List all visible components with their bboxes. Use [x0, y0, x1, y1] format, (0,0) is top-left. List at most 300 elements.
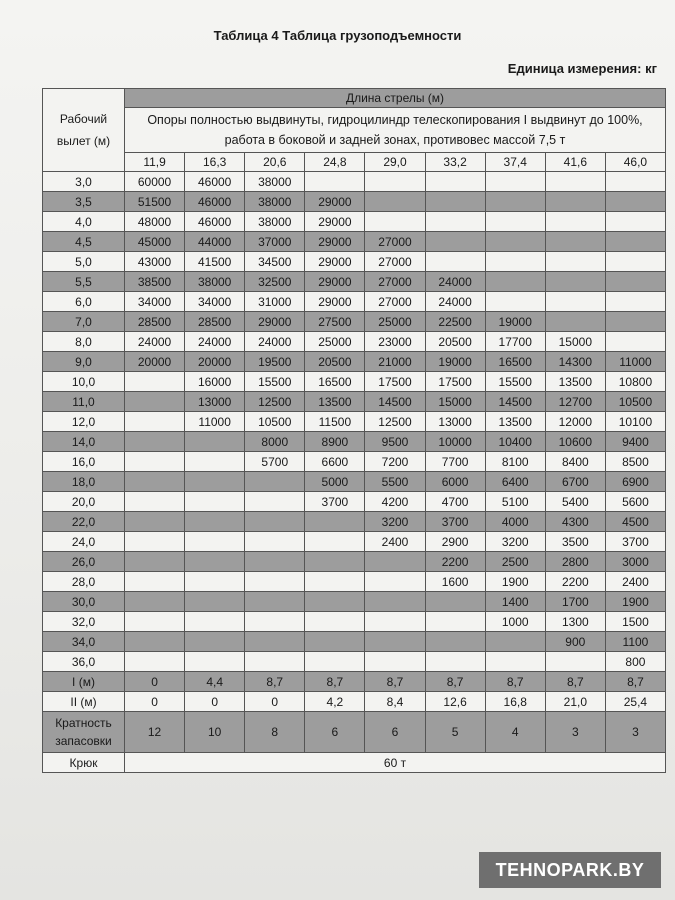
capacity-cell — [125, 572, 185, 592]
capacity-cell: 10600 — [545, 432, 605, 452]
capacity-cell: 5000 — [305, 472, 365, 492]
capacity-cell: 29000 — [305, 252, 365, 272]
capacity-cell: 15500 — [245, 372, 305, 392]
capacity-cell — [125, 432, 185, 452]
capacity-cell: 23000 — [365, 332, 425, 352]
capacity-cell: 27500 — [305, 312, 365, 332]
capacity-cell: 10500 — [245, 412, 305, 432]
capacity-cell: 10100 — [605, 412, 665, 432]
capacity-cell — [365, 172, 425, 192]
capacity-cell: 4200 — [365, 492, 425, 512]
capacity-cell: 46000 — [185, 192, 245, 212]
capacity-cell: 28500 — [125, 312, 185, 332]
telescope-ii-row-cell: 8,4 — [365, 692, 425, 712]
radius-cell: 4,0 — [43, 212, 125, 232]
boom-length-cell: 16,3 — [185, 153, 245, 172]
capacity-cell: 38500 — [125, 272, 185, 292]
capacity-cell — [125, 452, 185, 472]
radius-cell: 16,0 — [43, 452, 125, 472]
capacity-cell — [185, 492, 245, 512]
capacity-cell — [425, 652, 485, 672]
capacity-cell — [365, 612, 425, 632]
telescope-i-row-cell: 8,7 — [365, 672, 425, 692]
capacity-cell — [545, 232, 605, 252]
capacity-cell: 25000 — [365, 312, 425, 332]
reeving-row-cell: 4 — [485, 712, 545, 753]
capacity-cell — [425, 612, 485, 632]
radius-cell: 9,0 — [43, 352, 125, 372]
capacity-cell: 11000 — [605, 352, 665, 372]
radius-cell: 5,5 — [43, 272, 125, 292]
capacity-cell: 12500 — [365, 412, 425, 432]
capacity-cell: 41500 — [185, 252, 245, 272]
capacity-cell: 8500 — [605, 452, 665, 472]
capacity-cell — [185, 532, 245, 552]
capacity-cell — [125, 372, 185, 392]
watermark-logo: TEHNOPARK.BY — [479, 852, 661, 888]
capacity-cell — [365, 632, 425, 652]
capacity-cell: 44000 — [185, 232, 245, 252]
telescope-ii-row-cell: 12,6 — [425, 692, 485, 712]
boom-length-cell: 33,2 — [425, 153, 485, 172]
capacity-cell: 13000 — [185, 392, 245, 412]
capacity-cell — [125, 412, 185, 432]
telescope-i-row-cell: 0 — [125, 672, 185, 692]
capacity-cell: 10800 — [605, 372, 665, 392]
telescope-ii-row — [43, 692, 666, 712]
capacity-cell — [305, 652, 365, 672]
capacity-cell: 2400 — [605, 572, 665, 592]
capacity-cell: 29000 — [305, 272, 365, 292]
radius-cell: 12,0 — [43, 412, 125, 432]
capacity-cell: 14500 — [365, 392, 425, 412]
telescope-ii-row-cell: 16,8 — [485, 692, 545, 712]
radius-cell: 32,0 — [43, 612, 125, 632]
capacity-cell — [605, 212, 665, 232]
capacity-cell — [305, 592, 365, 612]
capacity-cell: 34500 — [245, 252, 305, 272]
capacity-cell — [185, 452, 245, 472]
table-row — [43, 212, 666, 232]
capacity-cell: 2400 — [365, 532, 425, 552]
capacity-cell: 2800 — [545, 552, 605, 572]
capacity-cell — [425, 632, 485, 652]
table-row — [43, 512, 666, 532]
radius-cell: 3,5 — [43, 192, 125, 212]
capacity-cell: 4500 — [605, 512, 665, 532]
capacity-cell: 4300 — [545, 512, 605, 532]
capacity-cell — [125, 652, 185, 672]
radius-cell: 10,0 — [43, 372, 125, 392]
capacity-cell — [545, 212, 605, 232]
table-row — [43, 592, 666, 612]
capacity-cell — [245, 632, 305, 652]
capacity-cell: 38000 — [245, 212, 305, 232]
telescope-i-row-cell: 8,7 — [425, 672, 485, 692]
capacity-cell: 5700 — [245, 452, 305, 472]
capacity-cell: 12700 — [545, 392, 605, 412]
table-row — [43, 652, 666, 672]
capacity-cell: 29000 — [305, 212, 365, 232]
capacity-cell — [485, 172, 545, 192]
capacity-cell: 20500 — [425, 332, 485, 352]
radius-cell: 5,0 — [43, 252, 125, 272]
capacity-cell: 15000 — [545, 332, 605, 352]
capacity-cell — [425, 252, 485, 272]
capacity-cell — [485, 232, 545, 252]
capacity-cell: 19000 — [485, 312, 545, 332]
capacity-cell — [605, 252, 665, 272]
boom-length-header: Длина стрелы (м) — [125, 89, 666, 108]
capacity-cell — [125, 552, 185, 572]
capacity-cell: 6700 — [545, 472, 605, 492]
capacity-cell: 9400 — [605, 432, 665, 452]
capacity-cell — [425, 232, 485, 252]
capacity-cell: 27000 — [365, 292, 425, 312]
capacity-cell: 34000 — [185, 292, 245, 312]
telescope-i-row-cell: 8,7 — [605, 672, 665, 692]
capacity-cell — [605, 312, 665, 332]
radius-cell: 28,0 — [43, 572, 125, 592]
capacity-cell: 60000 — [125, 172, 185, 192]
capacity-cell — [605, 292, 665, 312]
reeving-row-cell: 3 — [545, 712, 605, 753]
boom-length-cell: 20,6 — [245, 153, 305, 172]
capacity-cell: 22500 — [425, 312, 485, 332]
capacity-cell — [545, 292, 605, 312]
reeving-row-cell: 3 — [605, 712, 665, 753]
capacity-cell — [185, 592, 245, 612]
capacity-cell: 3700 — [605, 532, 665, 552]
capacity-cell: 20500 — [305, 352, 365, 372]
capacity-cell: 19000 — [425, 352, 485, 372]
radius-cell: 6,0 — [43, 292, 125, 312]
capacity-cell: 48000 — [125, 212, 185, 232]
table-row — [43, 492, 666, 512]
radius-cell: 14,0 — [43, 432, 125, 452]
table-row — [43, 572, 666, 592]
capacity-cell — [605, 272, 665, 292]
capacity-cell: 7700 — [425, 452, 485, 472]
capacity-cell: 6600 — [305, 452, 365, 472]
capacity-cell — [365, 572, 425, 592]
unit-label: Единица измерения: кг — [507, 61, 657, 76]
capacity-cell: 16000 — [185, 372, 245, 392]
capacity-cell: 29000 — [305, 232, 365, 252]
table-row — [43, 172, 666, 192]
capacity-cell: 24000 — [425, 292, 485, 312]
boom-length-cell: 11,9 — [125, 153, 185, 172]
table-row — [43, 372, 666, 392]
capacity-cell: 24000 — [425, 272, 485, 292]
radius-header: Рабочий вылет (м) — [43, 89, 125, 172]
capacity-cell — [485, 212, 545, 232]
capacity-cell: 16500 — [305, 372, 365, 392]
boom-length-cell: 29,0 — [365, 153, 425, 172]
capacity-cell: 7200 — [365, 452, 425, 472]
radius-cell: 24,0 — [43, 532, 125, 552]
capacity-cell — [425, 212, 485, 232]
capacity-cell: 25000 — [305, 332, 365, 352]
capacity-cell — [365, 192, 425, 212]
capacity-cell: 2500 — [485, 552, 545, 572]
capacity-cell: 24000 — [245, 332, 305, 352]
telescope-i-row-cell: 8,7 — [305, 672, 365, 692]
table-row — [43, 272, 666, 292]
capacity-cell: 1900 — [485, 572, 545, 592]
capacity-cell: 14300 — [545, 352, 605, 372]
capacity-cell — [605, 332, 665, 352]
capacity-cell — [485, 652, 545, 672]
table-row — [43, 532, 666, 552]
telescope-ii-row-label: II (м) — [43, 692, 125, 712]
capacity-cell — [185, 652, 245, 672]
capacity-cell — [185, 572, 245, 592]
telescope-ii-row-cell: 25,4 — [605, 692, 665, 712]
radius-cell: 18,0 — [43, 472, 125, 492]
capacity-cell — [245, 572, 305, 592]
capacity-cell: 17500 — [425, 372, 485, 392]
capacity-cell — [425, 172, 485, 192]
capacity-cell: 17500 — [365, 372, 425, 392]
capacity-cell — [245, 492, 305, 512]
capacity-cell: 800 — [605, 652, 665, 672]
capacity-cell — [305, 552, 365, 572]
capacity-cell — [185, 632, 245, 652]
capacity-cell: 11500 — [305, 412, 365, 432]
capacity-cell: 46000 — [185, 212, 245, 232]
capacity-cell: 12500 — [245, 392, 305, 412]
capacity-cell — [185, 432, 245, 452]
capacity-cell — [485, 632, 545, 652]
capacity-cell — [425, 592, 485, 612]
capacity-cell: 3000 — [605, 552, 665, 572]
capacity-cell: 13000 — [425, 412, 485, 432]
telescope-i-row-cell: 8,7 — [485, 672, 545, 692]
capacity-cell — [545, 192, 605, 212]
operating-condition: Опоры полностью выдвинуты, гидроцилиндр телескопирования I выдвинут до 100%, работа в боковой и задней зонах, противовес массой 7,5 т — [125, 108, 666, 153]
capacity-cell — [245, 652, 305, 672]
reeving-row-cell: 12 — [125, 712, 185, 753]
telescope-ii-row-cell: 0 — [125, 692, 185, 712]
load-chart-table — [42, 88, 666, 773]
capacity-cell: 43000 — [125, 252, 185, 272]
table-row — [43, 232, 666, 252]
capacity-cell — [245, 512, 305, 532]
capacity-cell — [305, 572, 365, 592]
capacity-cell — [365, 552, 425, 572]
capacity-cell: 12000 — [545, 412, 605, 432]
capacity-cell — [125, 612, 185, 632]
capacity-cell: 15000 — [425, 392, 485, 412]
capacity-cell: 11000 — [185, 412, 245, 432]
capacity-cell: 9500 — [365, 432, 425, 452]
capacity-cell: 1400 — [485, 592, 545, 612]
capacity-cell: 8000 — [245, 432, 305, 452]
radius-cell: 4,5 — [43, 232, 125, 252]
capacity-cell — [545, 312, 605, 332]
capacity-cell: 3200 — [485, 532, 545, 552]
capacity-cell: 38000 — [185, 272, 245, 292]
radius-cell: 26,0 — [43, 552, 125, 572]
table-row — [43, 632, 666, 652]
capacity-cell: 15500 — [485, 372, 545, 392]
capacity-cell: 24000 — [125, 332, 185, 352]
reeving-row-cell: 10 — [185, 712, 245, 753]
capacity-cell: 10000 — [425, 432, 485, 452]
capacity-cell: 20000 — [185, 352, 245, 372]
capacity-cell — [185, 612, 245, 632]
capacity-cell: 1900 — [605, 592, 665, 612]
table-row — [43, 392, 666, 412]
capacity-cell — [485, 252, 545, 272]
capacity-cell — [125, 532, 185, 552]
capacity-cell: 45000 — [125, 232, 185, 252]
capacity-cell: 6400 — [485, 472, 545, 492]
capacity-cell: 46000 — [185, 172, 245, 192]
table-row — [43, 472, 666, 492]
capacity-cell: 38000 — [245, 192, 305, 212]
capacity-cell: 24000 — [185, 332, 245, 352]
capacity-cell: 4000 — [485, 512, 545, 532]
radius-cell: 7,0 — [43, 312, 125, 332]
reeving-row-label: Кратность запасовки — [43, 712, 125, 753]
capacity-cell — [545, 252, 605, 272]
capacity-cell: 5500 — [365, 472, 425, 492]
capacity-cell: 2900 — [425, 532, 485, 552]
hook-row — [43, 753, 666, 773]
capacity-cell: 31000 — [245, 292, 305, 312]
capacity-cell: 17700 — [485, 332, 545, 352]
capacity-cell: 32500 — [245, 272, 305, 292]
radius-cell: 3,0 — [43, 172, 125, 192]
capacity-cell: 8100 — [485, 452, 545, 472]
capacity-cell: 3700 — [425, 512, 485, 532]
capacity-cell — [245, 592, 305, 612]
capacity-cell: 13500 — [545, 372, 605, 392]
table-row — [43, 312, 666, 332]
capacity-cell — [545, 652, 605, 672]
telescope-ii-row-cell: 4,2 — [305, 692, 365, 712]
capacity-cell: 3700 — [305, 492, 365, 512]
capacity-cell: 27000 — [365, 272, 425, 292]
capacity-cell — [425, 192, 485, 212]
capacity-cell: 51500 — [125, 192, 185, 212]
radius-cell: 8,0 — [43, 332, 125, 352]
capacity-cell: 1000 — [485, 612, 545, 632]
capacity-cell — [305, 172, 365, 192]
capacity-cell: 13500 — [305, 392, 365, 412]
capacity-cell — [125, 392, 185, 412]
capacity-cell — [305, 612, 365, 632]
capacity-cell: 8900 — [305, 432, 365, 452]
capacity-cell — [365, 212, 425, 232]
capacity-cell: 4700 — [425, 492, 485, 512]
capacity-cell: 3200 — [365, 512, 425, 532]
table-row — [43, 332, 666, 352]
capacity-cell: 14500 — [485, 392, 545, 412]
table-row — [43, 432, 666, 452]
capacity-cell — [485, 192, 545, 212]
radius-cell: 34,0 — [43, 632, 125, 652]
capacity-cell: 1500 — [605, 612, 665, 632]
capacity-cell: 20000 — [125, 352, 185, 372]
capacity-cell — [185, 472, 245, 492]
capacity-cell: 1700 — [545, 592, 605, 612]
capacity-cell: 10500 — [605, 392, 665, 412]
hook-label: Крюк — [43, 753, 125, 773]
capacity-cell — [245, 472, 305, 492]
radius-cell: 30,0 — [43, 592, 125, 612]
boom-lengths-row — [43, 153, 666, 172]
capacity-cell — [125, 512, 185, 532]
capacity-cell — [245, 612, 305, 632]
capacity-cell: 6900 — [605, 472, 665, 492]
table-row — [43, 452, 666, 472]
boom-length-cell: 46,0 — [605, 153, 665, 172]
telescope-ii-row-cell: 21,0 — [545, 692, 605, 712]
capacity-cell: 21000 — [365, 352, 425, 372]
telescope-i-row-cell: 8,7 — [245, 672, 305, 692]
capacity-cell: 10400 — [485, 432, 545, 452]
capacity-cell: 1600 — [425, 572, 485, 592]
capacity-cell: 13500 — [485, 412, 545, 432]
capacity-cell: 28500 — [185, 312, 245, 332]
capacity-cell: 6000 — [425, 472, 485, 492]
capacity-cell — [605, 192, 665, 212]
capacity-cell — [125, 472, 185, 492]
radius-cell: 20,0 — [43, 492, 125, 512]
capacity-cell: 900 — [545, 632, 605, 652]
telescope-i-row — [43, 672, 666, 692]
capacity-cell: 37000 — [245, 232, 305, 252]
telescope-ii-row-cell: 0 — [245, 692, 305, 712]
table-row — [43, 192, 666, 212]
capacity-cell — [125, 492, 185, 512]
capacity-cell: 27000 — [365, 232, 425, 252]
telescope-i-row-cell: 8,7 — [545, 672, 605, 692]
hook-value: 60 т — [125, 753, 666, 773]
capacity-cell: 1100 — [605, 632, 665, 652]
table-title: Таблица 4 Таблица грузоподъемности — [213, 28, 462, 43]
capacity-rows — [43, 172, 666, 773]
radius-cell: 36,0 — [43, 652, 125, 672]
capacity-cell: 38000 — [245, 172, 305, 192]
capacity-cell: 19500 — [245, 352, 305, 372]
capacity-cell — [125, 632, 185, 652]
capacity-cell — [185, 512, 245, 532]
reeving-row — [43, 712, 666, 753]
capacity-cell: 1300 — [545, 612, 605, 632]
capacity-cell — [245, 552, 305, 572]
reeving-row-cell: 6 — [365, 712, 425, 753]
table-row — [43, 552, 666, 572]
capacity-cell: 5600 — [605, 492, 665, 512]
boom-length-cell: 41,6 — [545, 153, 605, 172]
capacity-cell — [485, 272, 545, 292]
capacity-cell: 27000 — [365, 252, 425, 272]
telescope-i-row-label: I (м) — [43, 672, 125, 692]
capacity-cell: 16500 — [485, 352, 545, 372]
capacity-cell: 3500 — [545, 532, 605, 552]
capacity-cell — [245, 532, 305, 552]
capacity-cell: 8400 — [545, 452, 605, 472]
capacity-cell: 29000 — [305, 192, 365, 212]
capacity-cell — [605, 172, 665, 192]
boom-length-cell: 24,8 — [305, 153, 365, 172]
boom-length-cell: 37,4 — [485, 153, 545, 172]
table-row — [43, 352, 666, 372]
